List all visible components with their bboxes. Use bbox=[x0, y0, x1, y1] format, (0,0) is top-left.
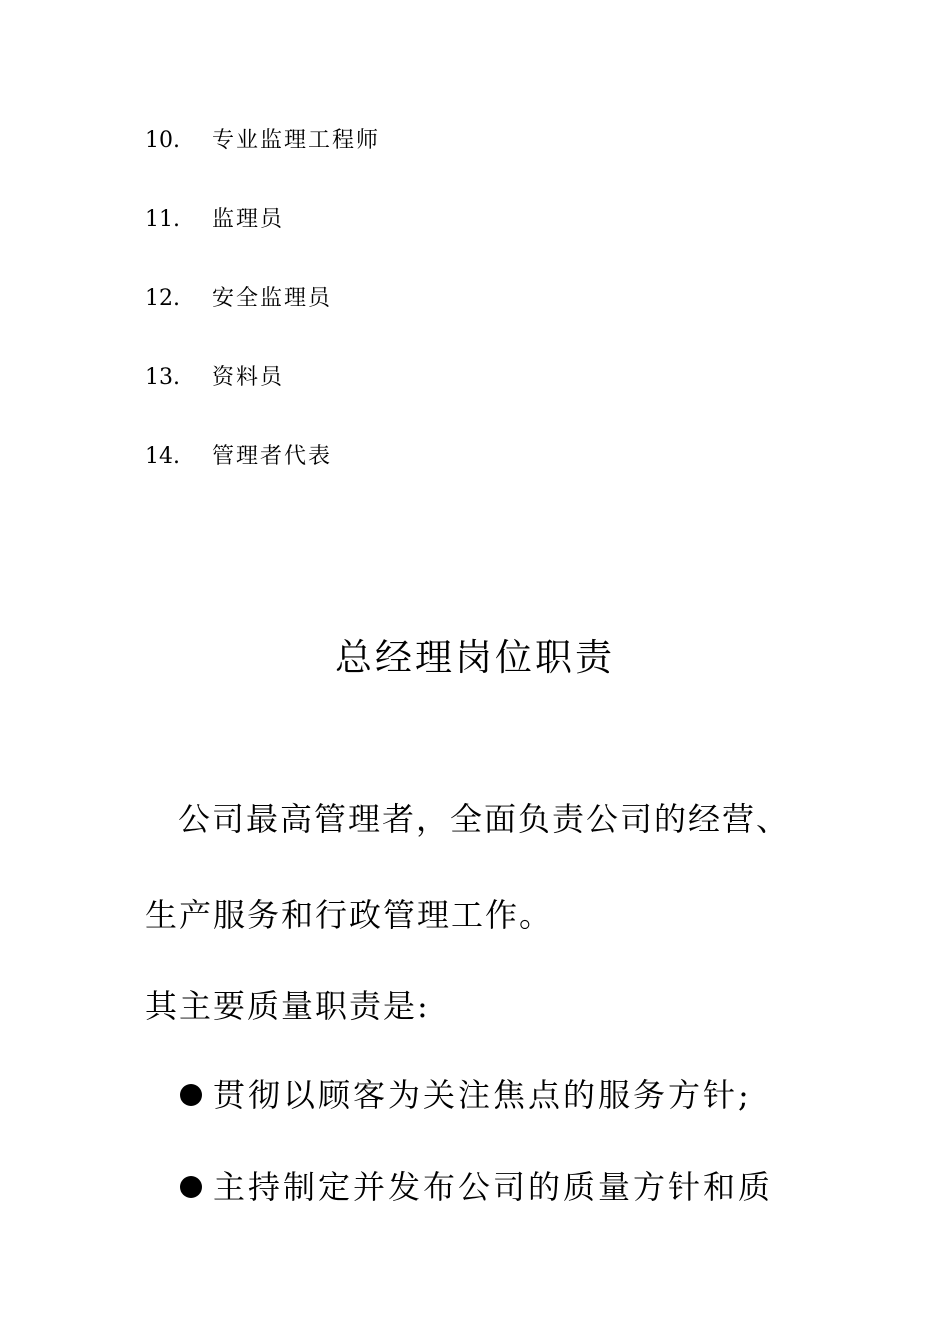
toc-item-number: 10. bbox=[145, 128, 180, 153]
intro-paragraph-line: 公司最高管理者，全面负责公司的经营、 bbox=[178, 800, 791, 838]
toc-item-label: 安全监理员 bbox=[212, 286, 333, 311]
toc-item bbox=[145, 205, 284, 235]
toc-item-number: 12. bbox=[145, 286, 180, 311]
bullet-text: 贯彻以顾客为关注焦点的服务方针; bbox=[213, 1076, 752, 1114]
toc-item bbox=[145, 363, 284, 393]
intro-paragraph-line: 生产服务和行政管理工作。 bbox=[145, 896, 554, 934]
toc-item-label: 专业监理工程师 bbox=[212, 128, 381, 153]
toc-item-label: 管理者代表 bbox=[212, 444, 333, 469]
toc-item-label: 监理员 bbox=[212, 207, 285, 232]
toc-item-label: 资料员 bbox=[212, 365, 285, 390]
toc-item-number: 14. bbox=[145, 444, 180, 469]
bullet-icon bbox=[180, 1084, 202, 1106]
bullet-item bbox=[180, 1073, 752, 1117]
duties-subheading: 其主要质量职责是: bbox=[145, 987, 430, 1025]
bullet-icon bbox=[180, 1176, 202, 1198]
toc-item bbox=[145, 126, 380, 156]
bullet-item bbox=[180, 1165, 773, 1209]
section-title: 总经理岗位职责 bbox=[335, 636, 615, 679]
toc-item bbox=[145, 442, 332, 472]
bullet-text: 主持制定并发布公司的质量方针和质 bbox=[213, 1168, 774, 1206]
toc-item-number: 11. bbox=[145, 207, 180, 232]
toc-item bbox=[145, 284, 332, 314]
toc-item-number: 13. bbox=[145, 365, 180, 390]
